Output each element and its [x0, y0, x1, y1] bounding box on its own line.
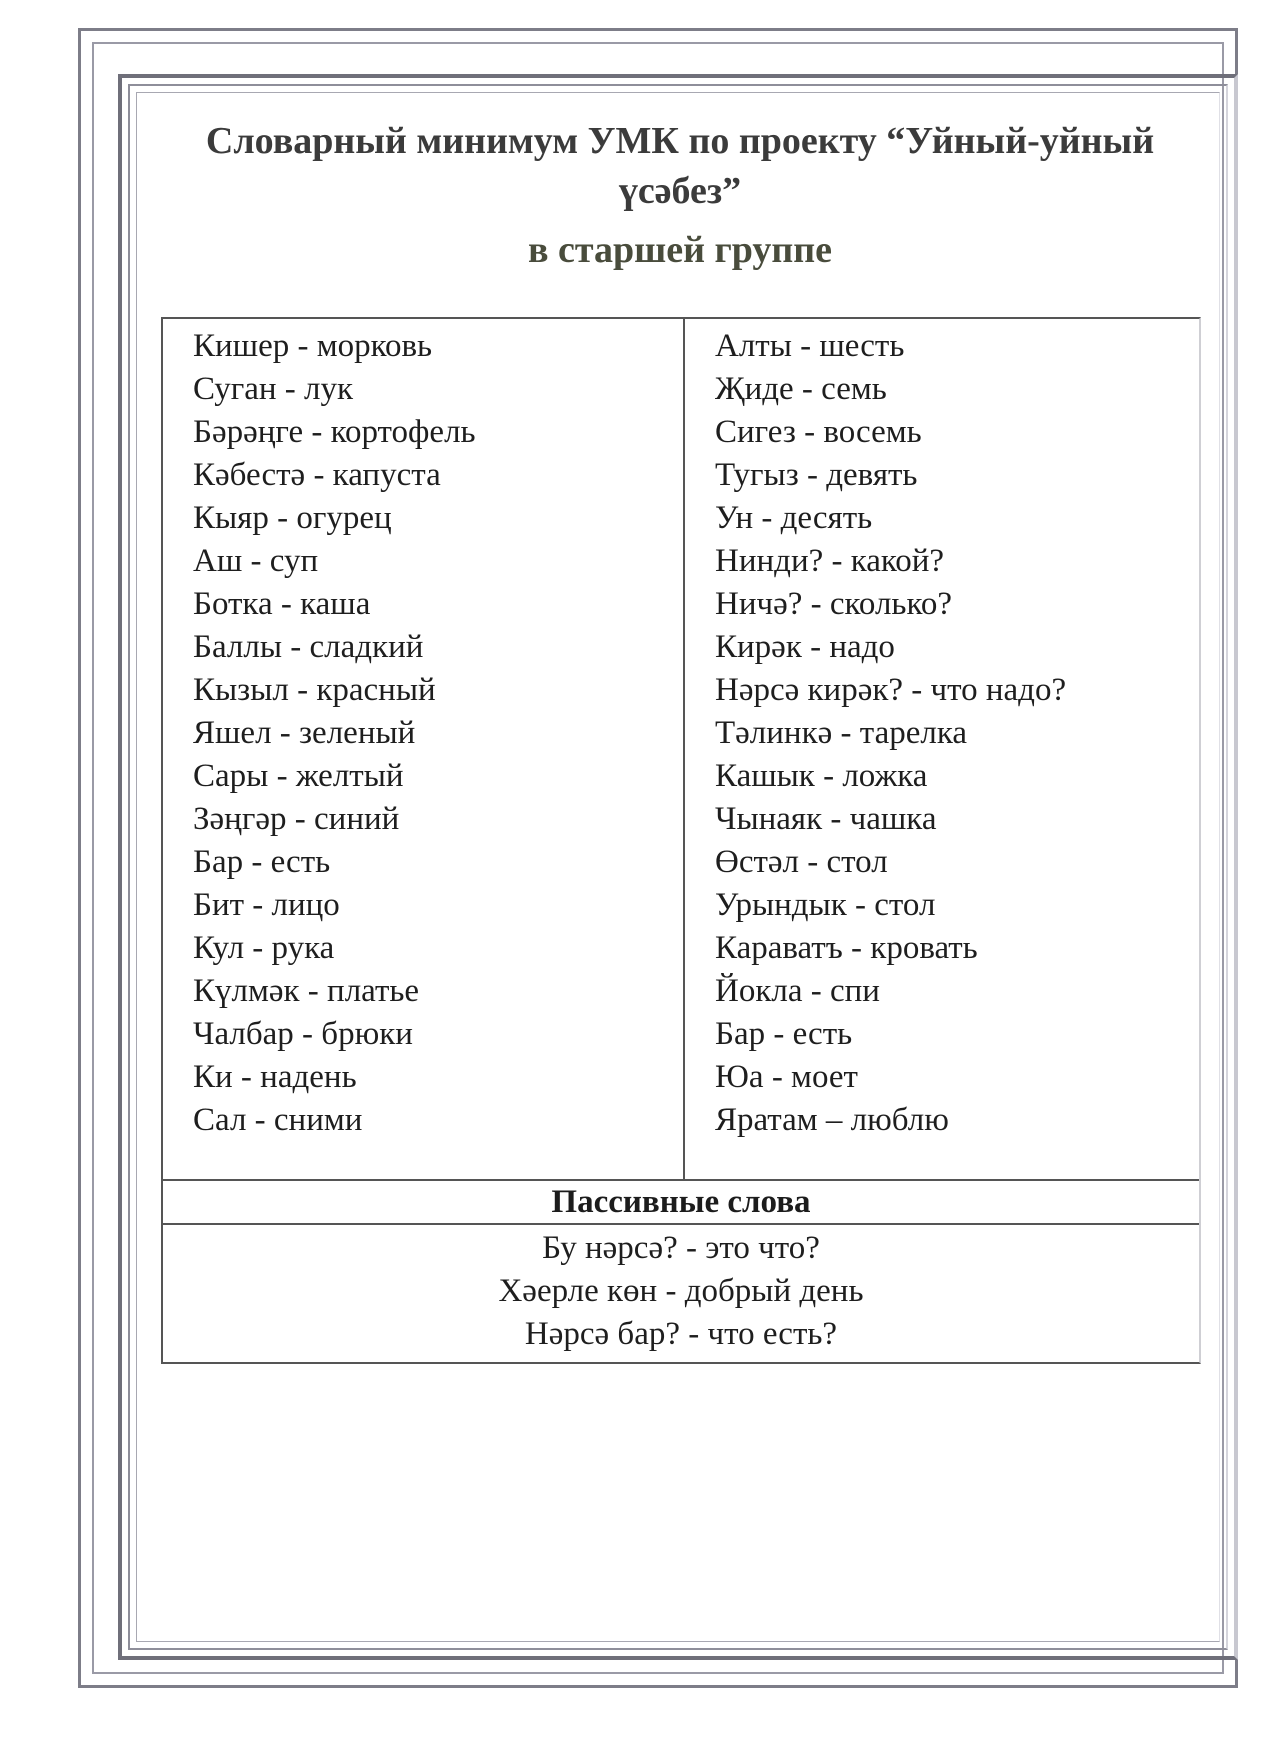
word-pair: Яратам – люблю: [715, 1102, 949, 1138]
page-subtitle: в старшей группе: [527, 229, 833, 271]
word-pair: Караватъ - кровать: [715, 930, 978, 966]
word-pair: Суган - лук: [193, 371, 354, 407]
word-pair: Сары - желтый: [193, 758, 404, 794]
word-pair: Зәңгәр - синий: [193, 801, 400, 837]
word-pair: Бәрәңге - кортофель: [193, 414, 476, 450]
word-pair: Бар - есть: [193, 844, 331, 880]
word-pair: Ки - надень: [193, 1059, 357, 1095]
word-pair: Өстәл - стол: [715, 844, 888, 880]
word-pair: Яшел - зеленый: [193, 715, 416, 751]
passive-words-heading: Пассивные слова: [163, 1179, 1199, 1225]
word-pair: Кул - рука: [193, 930, 335, 966]
word-pair: Сигез - восемь: [715, 414, 922, 450]
word-pair: Ничә? - сколько?: [715, 586, 952, 622]
word-pair: Алты - шесть: [715, 328, 905, 364]
word-pair: Баллы - сладкий: [193, 629, 424, 665]
word-pair: Юа - моет: [715, 1059, 858, 1095]
word-pair: Кызыл - красный: [193, 672, 436, 708]
word-pair: Җиде - семь: [715, 371, 887, 407]
word-pair: Бит - лицо: [193, 887, 340, 923]
word-pair: Ботка - каша: [193, 586, 371, 622]
word-pair: Чынаяк - чашка: [715, 801, 937, 837]
active-words-right-column: [685, 319, 1201, 1179]
word-pair: Сал - сними: [193, 1102, 363, 1138]
word-pair: Күлмәк - платье: [193, 973, 420, 1009]
word-pair: Нәрсә кирәк? - что надо?: [715, 672, 1067, 708]
word-pair: Нинди? - какой?: [715, 543, 945, 579]
passive-words-list: [163, 1225, 1199, 1356]
word-pair: Аш - суп: [193, 543, 319, 579]
word-pair: Чалбар - брюки: [193, 1016, 413, 1052]
word-pair: Бар - есть: [715, 1016, 853, 1052]
word-pair: Кишер - морковь: [193, 328, 433, 364]
word-pair: Йокла - спи: [715, 973, 880, 1009]
word-pair: Кәбестә - капуста: [193, 457, 441, 493]
word-pair: Тугыз - девять: [715, 457, 918, 493]
passive-phrase: Бу нәрсә? - это что?: [542, 1230, 820, 1266]
vocabulary-table: [161, 317, 1201, 1364]
page-title: Словарный минимум УМК по проекту “Уйный-уйный үсәбез”: [205, 120, 1155, 212]
word-pair: Кыяр - огурец: [193, 500, 392, 536]
passive-phrase: Нәрсә бар? - что есть?: [524, 1316, 838, 1352]
word-pair: Кашык - ложка: [715, 758, 928, 794]
word-pair: Кирәк - надо: [715, 629, 895, 665]
word-pair: Урындык - стол: [715, 887, 936, 923]
passive-phrase: Хәерле көн - добрый день: [498, 1273, 864, 1309]
active-words-left-column: [163, 319, 685, 1179]
word-pair: Тәлинкә - тарелка: [715, 715, 968, 751]
word-pair: Ун - десять: [715, 500, 873, 536]
